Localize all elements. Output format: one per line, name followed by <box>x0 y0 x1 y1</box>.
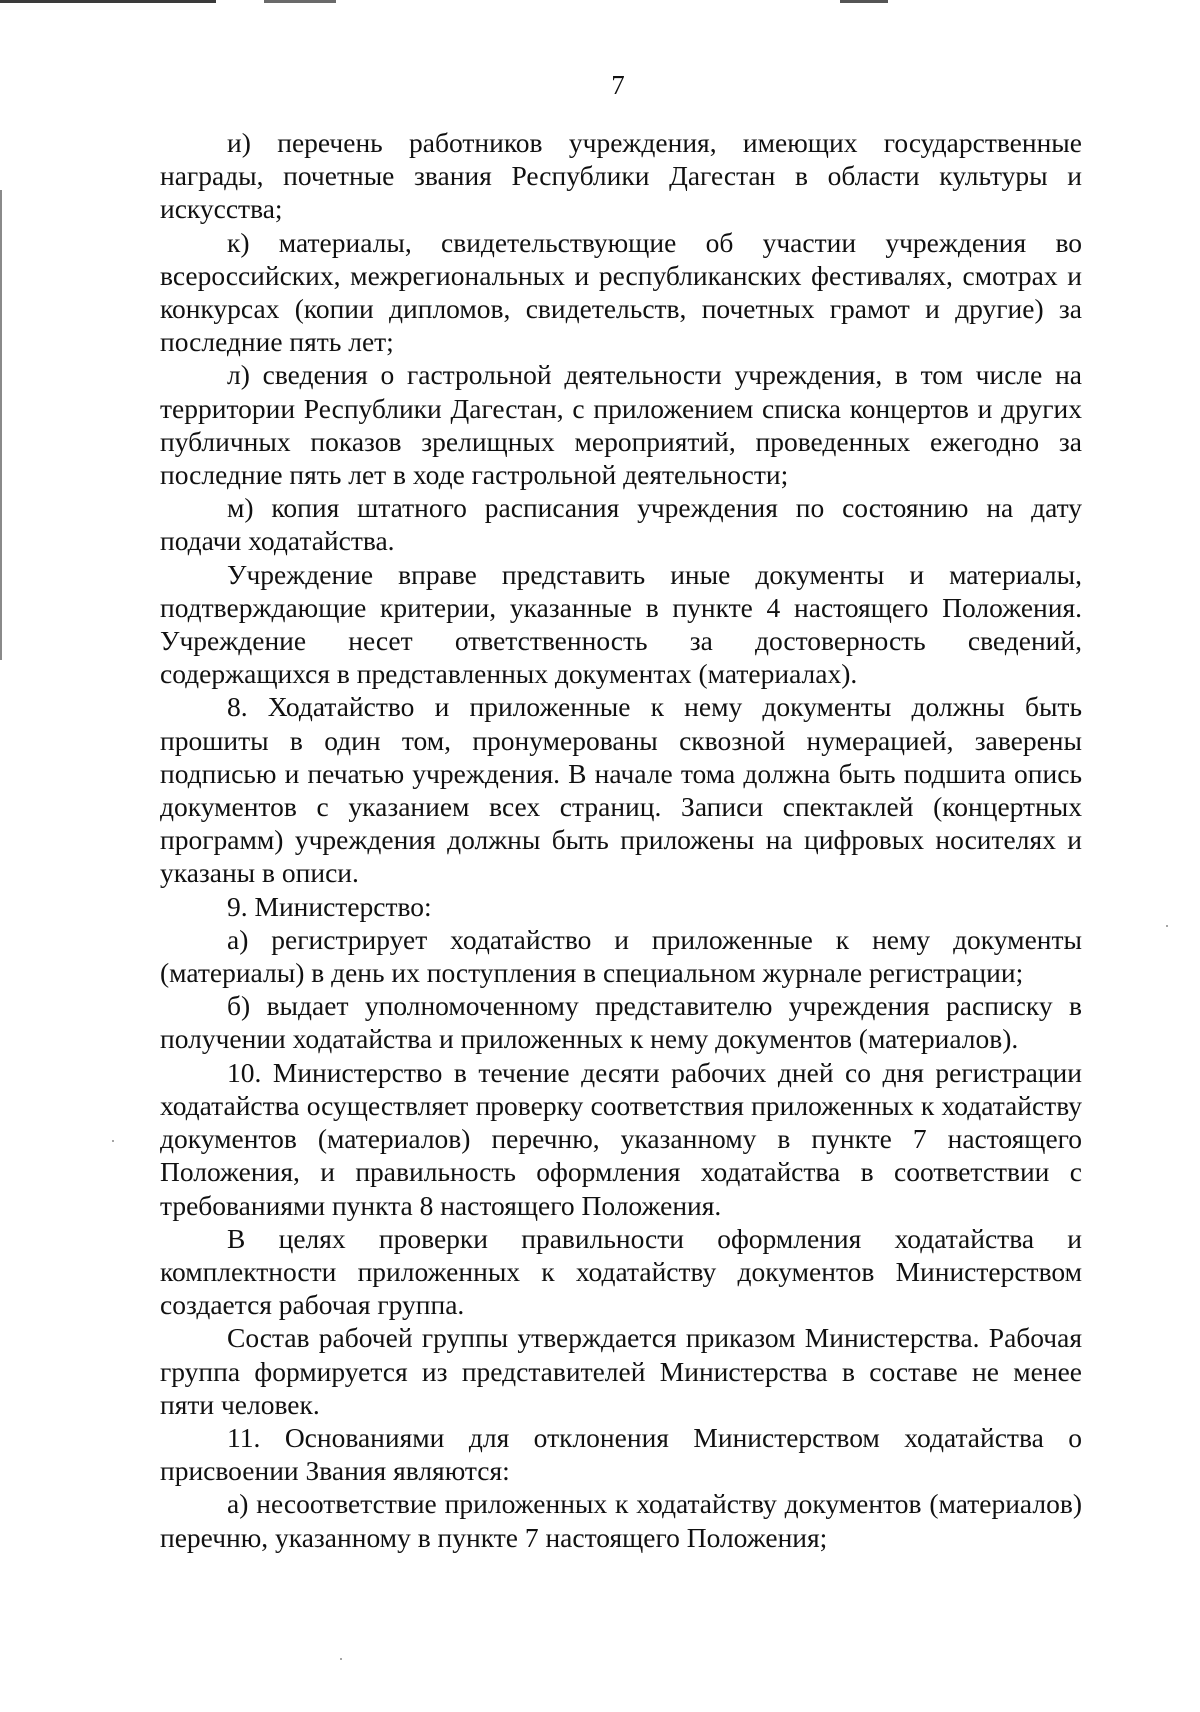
paragraph-clause-10: 10. Министерство в течение десяти рабочих дней со дня регистрации ходатайства осуществляет проверку соответствия приложенных к ходатайству документов (материалов) перечню, указанному в пункте 7 настоящего Положения, и правильность оформления ходатайства в соответствии с требованиями пункта 8 настоящего Положения. <box>160 1056 1082 1221</box>
page-number: 7 <box>611 70 625 100</box>
scan-speck <box>112 1140 114 1142</box>
paragraph-clause-11-a: а) несоответствие приложенных к ходатайству документов (материалов) перечню, указанному в пункте 7 настоящего Положения; <box>160 1488 1082 1553</box>
paragraph-working-group-composition: Состав рабочей группы утверждается приказом Министерства. Рабочая группа формируется из представителей Министерства в составе не менее пяти человек. <box>160 1322 1082 1420</box>
paragraph-item-i: и) перечень работников учреждения, имеющих государственные награды, почетные звания Республики Дагестан в области культуры и искусства; <box>160 127 1082 225</box>
scan-speck <box>1166 925 1168 927</box>
paragraph-clause-9: 9. Министерство: <box>227 890 432 922</box>
scan-speck <box>340 1658 342 1660</box>
paragraph-working-group: В целях проверки правильности оформления ходатайства и комплектности приложенных к ходатайству документов Министерством создается рабочая группа. <box>160 1222 1082 1321</box>
document-body <box>160 126 1082 1554</box>
paragraph-clause-9-a: а) регистрирует ходатайство и приложенные к нему документы (материалы) в день их поступления в специальном журнале регистрации; <box>160 923 1082 989</box>
scan-left-edge <box>0 190 2 660</box>
paragraph-clause-8: 8. Ходатайство и приложенные к нему документы должны быть прошиты в один том, пронумерованы сквозной нумерацией, заверены подписью и печатью учреждения. В начале тома должна быть подшита опись документов с указанием всех страниц. Записи спектаклей (концертных программ) учреждения должны быть приложены на цифровых носителях и указаны в описи. <box>160 691 1082 889</box>
paragraph-clause-11: 11. Основаниями для отклонения Министерством ходатайства о присвоении Звания являются: <box>160 1421 1082 1487</box>
paragraph-item-k: к) материалы, свидетельствующие об участии учреждения во всероссийских, межрегиональных и республиканских фестивалях, смотрах и конкурсах (копии дипломов, свидетельств, почетных грамот и другие) за последние пять лет; <box>160 226 1082 358</box>
paragraph-item-l: л) сведения о гастрольной деятельности учреждения, в том числе на территории Республики Дагестан, с приложением списка концертов и других публичных показов зрелищных мероприятий, проведенных ежегодно за последние пять лет в ходе гастрольной деятельности; <box>160 359 1082 491</box>
paragraph-item-m: м) копия штатного расписания учреждения по состоянию на дату подачи ходатайства. <box>160 492 1082 557</box>
paragraph-other-documents: Учреждение вправе представить иные документы и материалы, подтверждающие критерии, указанные в пункте 4 настоящего Положения. Учреждение несет ответственность за достоверность сведений, содержащихся в представленных документах (материалах). <box>160 558 1082 690</box>
scan-top-edge <box>0 0 1200 3</box>
paragraph-clause-9-b: б) выдает уполномоченному представителю учреждения расписку в получении ходатайства и приложенных к нему документов (материалов). <box>160 990 1082 1055</box>
